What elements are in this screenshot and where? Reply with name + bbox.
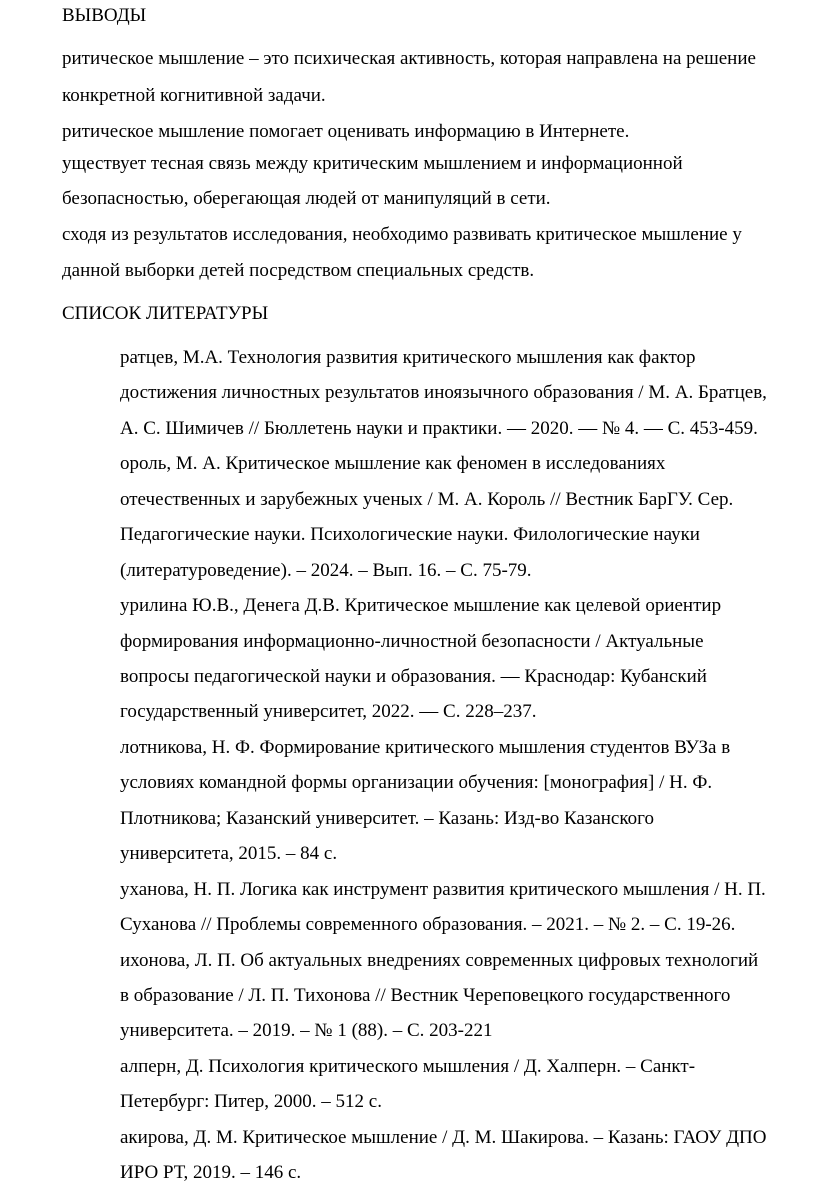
reference-line: урилина Ю.В., Денега Д.В. Критическое мышление как целевой ориентир <box>120 595 722 616</box>
reference-line: алперн, Д. Психология критического мышления / Д. Халперн. – Санкт- <box>120 1056 696 1077</box>
reference-line: университета. – 2019. – № 1 (88). – С. 203-221 <box>120 1020 493 1041</box>
conclusion-line: уществует тесная связь между критическим мышлением и информационной <box>62 153 683 174</box>
reference-line: Суханова // Проблемы современного образования. – 2021. – № 2. – С. 19-26. <box>120 914 736 935</box>
reference-line: А. С. Шимичев // Бюллетень науки и практики. — 2020. — № 4. — С. 453-459. <box>120 418 758 439</box>
conclusions-heading: ВЫВОДЫ <box>62 5 147 26</box>
reference-line: ратцев, М.А. Технология развития критического мышления как фактор <box>120 347 696 368</box>
reference-line: (литературоведение). – 2024. – Вып. 16. – С. 75-79. <box>120 560 532 581</box>
conclusion-line: конкретной когнитивной задачи. <box>62 85 326 106</box>
reference-line: Петербург: Питер, 2000. – 512 с. <box>120 1091 382 1112</box>
reference-line: формирования информационно-личностной безопасности / Актуальные <box>120 631 704 652</box>
conclusion-line: сходя из результатов исследования, необходимо развивать критическое мышление у <box>62 224 742 245</box>
reference-line: государственный университет, 2022. — С. 228–237. <box>120 701 537 722</box>
conclusion-line: ритическое мышление – это психическая активность, которая направлена на решение <box>62 48 756 69</box>
reference-line: ороль, М. А. Критическое мышление как феномен в исследованиях <box>120 453 666 474</box>
reference-line: Педагогические науки. Психологические науки. Филологические науки <box>120 524 700 545</box>
references-heading: СПИСОК ЛИТЕРАТУРЫ <box>62 303 269 324</box>
reference-line: достижения личностных результатов иноязычного образования / М. А. Братцев, <box>120 382 767 403</box>
conclusion-line: ритическое мышление помогает оценивать информацию в Интернете. <box>62 121 630 142</box>
reference-line: ихонова, Л. П. Об актуальных внедрениях современных цифровых технологий <box>120 950 759 971</box>
reference-line: акирова, Д. М. Критическое мышление / Д. М. Шакирова. – Казань: ГАОУ ДПО <box>120 1127 767 1148</box>
reference-line: в образование / Л. П. Тихонова // Вестник Череповецкого государственного <box>120 985 731 1006</box>
conclusion-line: безопасностью, оберегающая людей от манипуляций в сети. <box>62 188 551 209</box>
reference-line: университета, 2015. – 84 с. <box>120 843 338 864</box>
reference-line: отечественных и зарубежных ученых / М. А. Король // Вестник БарГУ. Сер. <box>120 489 734 510</box>
reference-line: уханова, Н. П. Логика как инструмент развития критического мышления / Н. П. <box>120 879 766 900</box>
reference-line: вопросы педагогической науки и образования. — Краснодар: Кубанский <box>120 666 707 687</box>
reference-line: лотникова, Н. Ф. Формирование критического мышления студентов ВУЗа в <box>120 737 731 758</box>
reference-line: условиях командной формы организации обучения: [монография] / Н. Ф. <box>120 772 713 793</box>
reference-line: ИРО РТ, 2019. – 146 с. <box>120 1162 302 1183</box>
reference-line: Плотникова; Казанский университет. – Казань: Изд-во Казанского <box>120 808 654 829</box>
conclusion-line: данной выборки детей посредством специальных средств. <box>62 260 535 281</box>
